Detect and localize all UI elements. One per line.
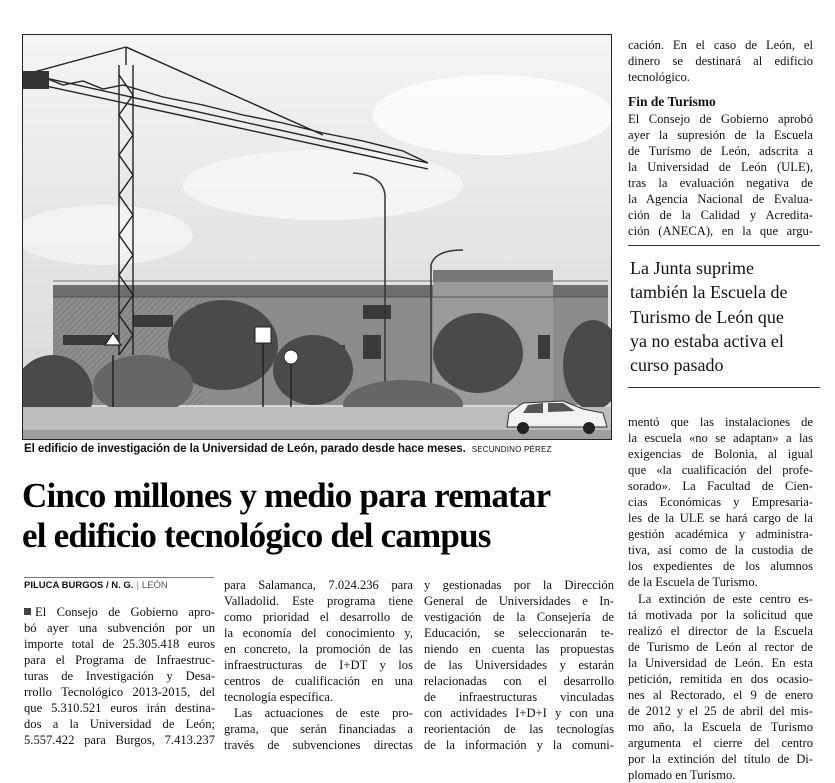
photo-caption <box>24 442 614 455</box>
text-line: grama, que serán financiadas a <box>224 722 413 737</box>
text-line: y gestionadas por la Dirección <box>424 578 614 592</box>
text-line: de las Universidades y estarán <box>424 658 614 673</box>
body-column-4-mid <box>628 111 813 239</box>
text-line: ayer la supresión de la Escuela <box>628 128 813 143</box>
text-line: reorientación de las tecnologías <box>424 722 614 737</box>
text-line: ción de la Calidad y Acredita- <box>628 208 813 223</box>
photo-credit: SECUNDINO PÉREZ <box>471 445 552 454</box>
text-line: Educación, se seleccionarán te- <box>424 626 614 641</box>
text-line: mo año, la Escuela de Turismo <box>628 719 813 734</box>
text-line: 5.557.422 para Burgos, 7.413.237 <box>24 733 215 748</box>
text-line: vestigación de la Consejería de <box>424 610 614 625</box>
text-line: de 2012 y el 25 de abril del mis- <box>628 703 813 718</box>
construction-site-image <box>23 35 611 439</box>
text-line: través de subvenciones directas <box>224 738 413 753</box>
pull-quote-line: Turismo de León que <box>630 306 784 327</box>
text-line: tiva, así como de la custodia de <box>628 543 813 558</box>
text-line: de Turismo de León, adscrita a <box>628 144 813 159</box>
text-line: exigencias de Bolonia, al igual <box>628 447 813 462</box>
text-line: de infraestructuras vinculadas <box>424 690 614 705</box>
text-line: por la extinción del título de Di- <box>628 751 813 766</box>
headline-line-2: el edificio tecnológico del campus <box>22 516 491 555</box>
byline-place: LEÓN <box>141 580 168 591</box>
text-line: centros de cualificación en una <box>224 674 413 689</box>
text-line: la economía del conocimiento y, <box>224 626 413 641</box>
pull-quote-line: también la Escuela de <box>630 282 788 303</box>
body-column-4-top <box>628 37 813 85</box>
body-column-3 <box>424 577 614 754</box>
text-line: como prioridad el desarrollo de <box>224 610 413 625</box>
text-line: cación. En el caso de León, el <box>628 38 813 52</box>
text-line: tecnología específica. <box>224 690 334 705</box>
text-line: El Consejo de Gobierno apro- <box>24 604 215 620</box>
text-line: plomado en Turismo. <box>628 768 736 783</box>
text-line: petición, remitida en dos ocasio- <box>628 671 813 686</box>
pull-quote-line: ya no estaba activa el <box>630 330 784 351</box>
text-line: que 5.310.521 euros irán destina- <box>24 701 215 716</box>
text-line: Las actuaciones de este pro- <box>234 706 413 721</box>
text-line: dos a la Universidad de León; <box>24 717 215 732</box>
section-subhead: Fin de Turismo <box>628 94 716 109</box>
text-line: la Agencia Nacional de Evalua- <box>628 192 813 207</box>
pull-quote-line: La Junta suprime <box>630 258 754 278</box>
text-line: tecnológico. <box>628 70 690 85</box>
text-line: argumenta el cierre del centro <box>628 735 813 750</box>
text-line: la escuela «no se adaptan» a las <box>628 431 813 446</box>
text-line: dinero se destinará al edificio <box>628 54 813 69</box>
text-line: turas de Investigación y Desa- <box>24 669 215 684</box>
text-line: que «la cualificación del profe- <box>628 463 813 478</box>
text-line: con actividades I+D+I y con una <box>424 706 614 721</box>
article-headline <box>22 476 622 556</box>
byline-separator: | <box>136 580 139 591</box>
body-column-2 <box>224 577 413 754</box>
headline-line-1: Cinco millones y medio para rematar <box>22 476 551 515</box>
bullet-square-icon <box>24 608 31 615</box>
text-line: realizó el director de la Escuela <box>628 623 813 638</box>
text-line: nes al Rectorado, el 9 de enero <box>628 687 813 702</box>
text-line: en concreto, la promoción de las <box>224 642 413 657</box>
text-line: El Consejo de Gobierno aprobó <box>628 112 813 126</box>
text-line: de Turismo de León al rector de <box>628 639 813 654</box>
text-line: rrollo Tecnológico 2013-2015, del <box>24 685 215 700</box>
text-line: sorado». La Facultad de Cien- <box>628 479 813 494</box>
pull-quote <box>628 245 820 388</box>
text-line: La extinción de este centro es- <box>638 591 813 606</box>
text-line: los expedientes de los alumnos <box>628 559 813 574</box>
text-line: de la Escuela de Turismo. <box>628 575 758 590</box>
caption-text: El edificio de investigación de la Universidad de León, parado desde hace meses. <box>24 442 466 455</box>
text-line: la Universidad de León (ULE), <box>628 160 813 175</box>
text-line: ción (ANECA), en la que argu- <box>628 224 813 239</box>
text-line: bó ayer una subvención por un <box>24 621 215 636</box>
text-line: Valladolid. Este programa tiene <box>224 594 413 609</box>
news-photo <box>22 34 612 440</box>
text-line: mentó que las instalaciones de <box>628 415 813 429</box>
text-line: la Universidad de León. En esta <box>628 655 813 670</box>
text-line: tá motivada por la solicitud que <box>628 607 813 622</box>
text-line: relacionadas con el desarrollo <box>424 674 614 689</box>
byline-author: PILUCA BURGOS / N. G. <box>24 580 134 591</box>
text-line: les de la ULE se hará cargo de la <box>628 511 813 526</box>
body-column-1 <box>24 604 215 748</box>
text-line: para el Programa de Infraestruc- <box>24 653 215 668</box>
text-line: de la información y la comuni- <box>424 738 614 753</box>
text-line: niendo en cuenta las propuestas <box>424 642 614 657</box>
text-line: gestión académica y administra- <box>628 527 813 542</box>
text-line: importe total de 25.305.418 euros <box>24 637 215 652</box>
text-line: cias Económicas y Empresaria- <box>628 495 813 510</box>
text-line: tras la evaluación negativa de <box>628 176 813 191</box>
text-line: para Salamanca, 7.024.236 para <box>224 578 413 592</box>
text-line: General de Universidades e In- <box>424 594 614 609</box>
pull-quote-line: curso pasado <box>630 355 724 376</box>
byline <box>24 577 214 591</box>
text-line: infraestructuras de I+DT y los <box>224 658 413 673</box>
body-column-4-bottom <box>628 414 813 783</box>
